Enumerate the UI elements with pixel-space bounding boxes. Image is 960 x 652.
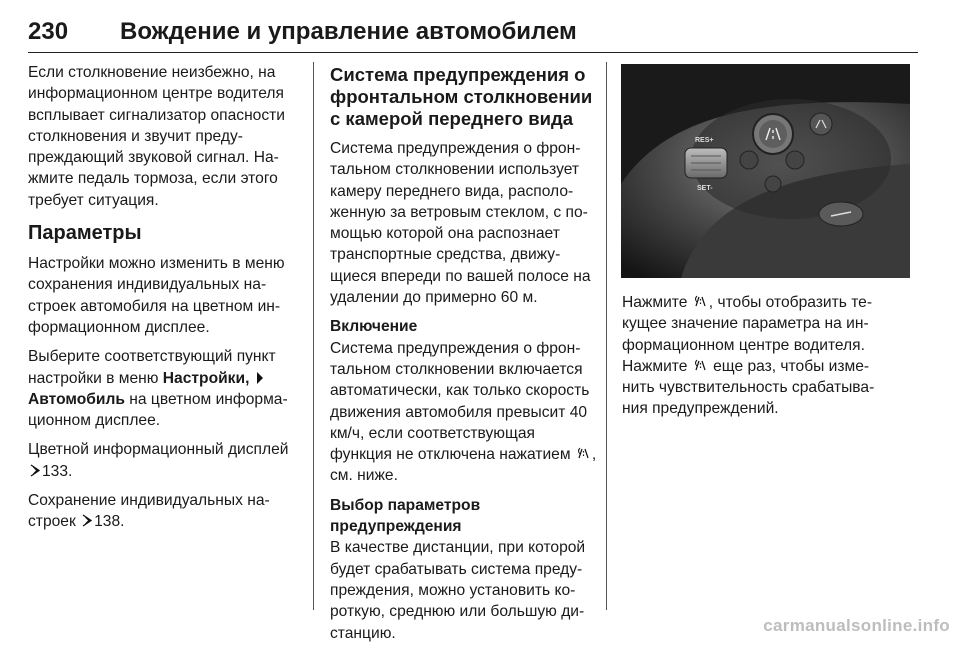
- press-text-1: Нажмите: [622, 294, 692, 311]
- activation-post: , см. ниже.: [330, 446, 597, 485]
- res-plus-label: RES+: [695, 137, 714, 144]
- info-display-page[interactable]: 133.: [42, 462, 73, 480]
- warning-settings-heading: [330, 495, 598, 538]
- settings-p2-text: Выберите соответствующий пункт настройки в меню: [28, 348, 276, 387]
- press-text-2: Нажмите: [622, 357, 692, 375]
- settings-paragraph-1: Настройки можно изменить в меню сохранения индивидуальных настроек автомобиля на цветном информационном дисплее.: [28, 255, 285, 336]
- collision-alert-button-icon: [577, 447, 590, 460]
- page-title: Вождение и управление автомобилем: [120, 18, 577, 45]
- fcw-paragraph-1: Система предупреждения о фронтальном столкновении использует камеру переднего вида, расположенную за ветровым стеклом, с помощью которой она распознает транспортные средства, движущиеся впереди по вашей полосе на удалении до примерно 60 м.: [330, 140, 591, 307]
- press-post-1: , чтобы отобразить текущее значение параметра на информационном центре водителя.: [622, 294, 873, 354]
- info-display-ref: [28, 439, 300, 482]
- watermark: carmanualsonline.info: [763, 616, 950, 635]
- save-settings-ref: [28, 490, 300, 533]
- collision-alert-button-icon: [694, 359, 707, 372]
- page-reference-icon: [82, 514, 92, 527]
- menu-comma: ,: [245, 369, 254, 387]
- warning-distance-paragraph: В качестве дистанции, при которой будет срабатывать система предупреждения, можно установить короткую, среднюю или большую дистанцию.: [330, 539, 586, 642]
- column-right: [622, 292, 894, 428]
- settings-p2-post: на цветном информационном дисплее.: [28, 390, 288, 430]
- press-paragraph-1: [622, 292, 894, 356]
- column-left: [28, 62, 300, 541]
- collision-alert-button-icon: [694, 295, 707, 308]
- settings-paragraph-2: [28, 346, 300, 431]
- page-number: 230: [28, 18, 69, 45]
- page-reference-icon: [30, 464, 40, 477]
- steering-wheel-photo: [621, 64, 910, 278]
- steering-wheel-illustration: [621, 64, 910, 278]
- settings-heading: Параметры: [28, 222, 142, 245]
- column-middle: [330, 62, 598, 652]
- info-display-text: Цветной информационный дисплей: [28, 441, 289, 459]
- set-minus-label: SET-: [697, 185, 713, 192]
- menu-settings-label: Настройки: [162, 369, 246, 387]
- fcw-heading: Система предупреждения о фронтальном столкновении с камерой переднего вида: [330, 64, 593, 129]
- press-post-2: еще раз, чтобы изменить чувствительность срабатывания предупреждений.: [622, 357, 875, 418]
- press-paragraph-2: [622, 356, 894, 420]
- column-divider: [606, 62, 607, 610]
- warning-heading-line-1: Выбор параметров: [330, 496, 481, 514]
- activation-heading: Включение: [330, 318, 418, 336]
- activation-paragraph: [330, 338, 598, 487]
- intro-paragraph: Если столкновение неизбежно, на информационном центре водителя всплывает сигнализатор опасности столкновения и звучит предупреждающий звуковой сигнал. Нажмите педаль тормоза, если этого требует ситуация.: [28, 64, 285, 209]
- column-divider: [313, 62, 314, 610]
- save-settings-text: Сохранение индивидуальных настроек: [28, 492, 270, 531]
- activation-text: Система предупреждения о фронтальном столкновении включается автоматически, как только скорость движения автомобиля превысит 40 км/ч, если соответствующая функция не отключена нажатием: [330, 339, 590, 464]
- save-settings-page[interactable]: 138.: [94, 513, 125, 531]
- menu-vehicle-label: Автомобиль: [28, 390, 125, 408]
- arrow-right-icon: [256, 372, 264, 384]
- page-header: [28, 18, 918, 53]
- warning-heading-line-2: предупреждения: [330, 518, 462, 536]
